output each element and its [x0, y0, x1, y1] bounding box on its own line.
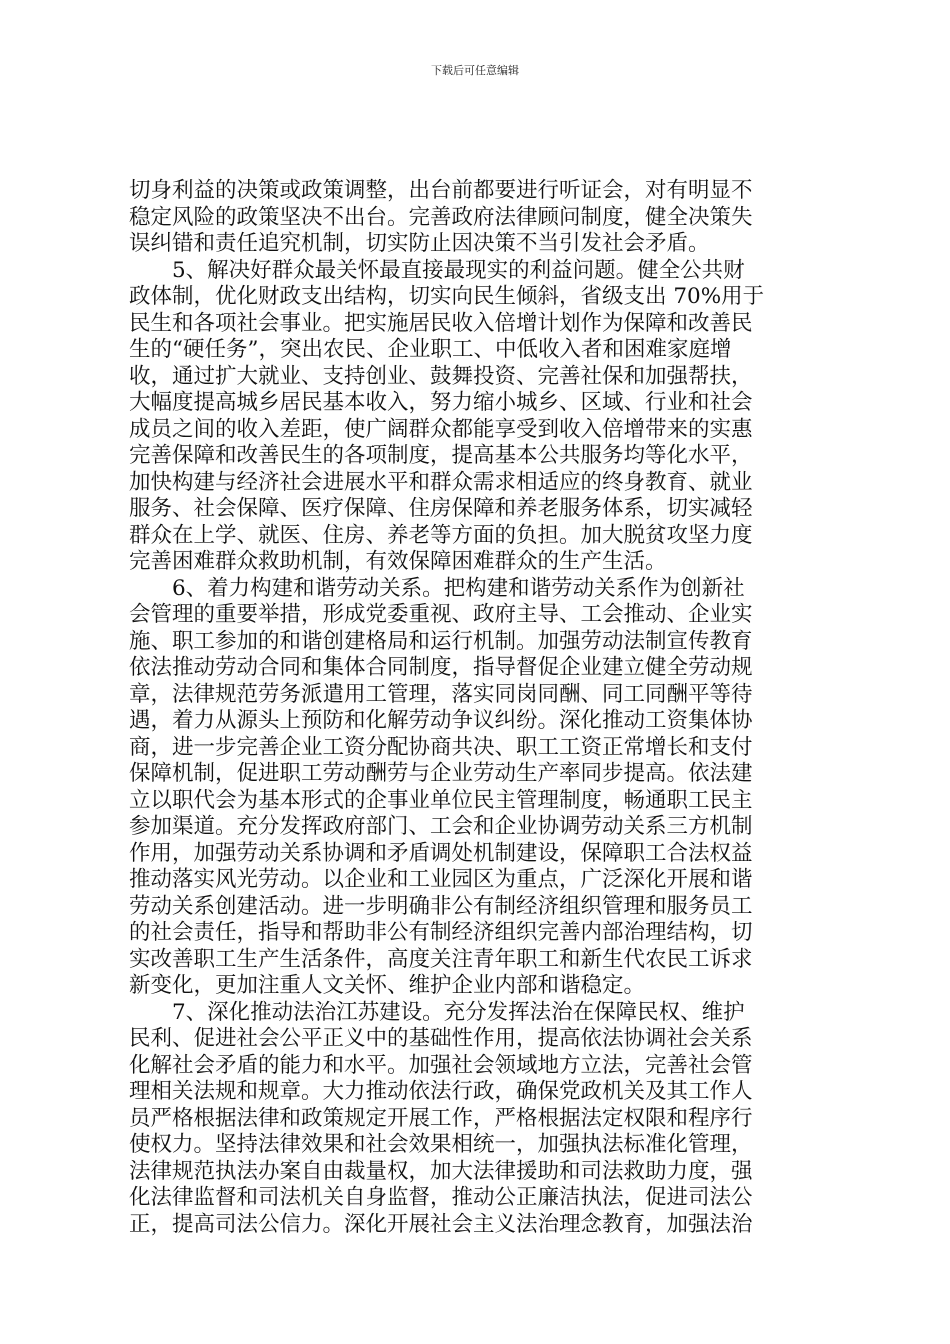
text-line: 完善困难群众救助机制，有效保障困难群众的生产生活。	[129, 549, 667, 574]
text-line: 实改善职工生产生活条件，高度关注青年职工和新生代农民工诉求	[129, 946, 753, 972]
text-line: 依法推动劳动合同和集体合同制度，指导督促企业建立健全劳动规	[129, 655, 753, 680]
text-line: 收，通过扩大就业、支持创业、鼓舞投资、完善社保和加强帮扶，	[129, 363, 753, 389]
text-line: 服务、社会保障、医疗保障、住房保障和养老服务体系，切实减轻	[129, 496, 753, 521]
text-line: 化解社会矛盾的能力和水平。加强社会领域地方立法，完善社会管	[129, 1052, 753, 1078]
text-line: 加快构建与经济社会进展水平和群众需求相适应的终身教育、就业	[129, 469, 753, 495]
text-line: 群众在上学、就医、住房、养老等方面的负担。加大脱贫攻坚力度	[129, 522, 753, 548]
text-line: 6、着力构建和谐劳动关系。把构建和谐劳动关系作为创新社	[129, 575, 745, 601]
text-line: 大幅度提高城乡居民基本收入，努力缩小城乡、区域、行业和社会	[129, 390, 753, 415]
text-line: 推动落实风光劳动。以企业和工业园区为重点，广泛深化开展和谐	[129, 867, 753, 892]
text-line: 的社会责任，指导和帮助非公有制经济组织完善内部治理结构，切	[129, 920, 753, 945]
text-line: 误纠错和责任追究机制，切实防止因决策不当引发社会矛盾。	[129, 231, 710, 256]
text-line: 稳定风险的政策坚决不出台。完善政府法律顾问制度，健全决策失	[129, 204, 753, 230]
text-line: 切身利益的决策或政策调整，出台前都要进行听证会，对有明显不	[129, 178, 753, 203]
page-header-note: 下载后可任意编辑	[431, 64, 519, 77]
text-line: 新变化，更加注重人文关怀、维护企业内部和谐稳定。	[129, 973, 646, 998]
text-line: 理相关法规和规章。大力推动依法行政，确保党政机关及其工作人	[129, 1079, 753, 1104]
text-line: 成员之间的收入差距，使广阔群众都能享受到收入倍增带来的实惠	[129, 416, 753, 442]
text-line: 法律规范执法办案自由裁量权，加大法律援助和司法救助力度，强	[129, 1158, 753, 1184]
text-line: 作用，加强劳动关系协调和矛盾调处机制建设，保障职工合法权益	[129, 840, 753, 866]
text-line: 民利、促进社会公平正义中的基础性作用，提高依法协调社会关系	[129, 1026, 753, 1051]
text-line: 生的“硬任务”，突出农民、企业职工、中低收入者和困难家庭增	[129, 337, 732, 362]
text-line: 7、深化推动法治江苏建设。充分发挥法治在保障民权、维护	[129, 999, 745, 1025]
text-line: 遇，着力从源头上预防和化解劳动争议纠纷。深化推动工资集体协	[129, 708, 753, 733]
text-line: 章，法律规范劳务派遣用工管理，落实同岗同酬、同工同酬平等待	[129, 681, 753, 707]
text-line: 保障机制，促进职工劳动酬劳与企业劳动生产率同步提高。依法建	[129, 761, 753, 786]
text-line: 商，进一步完善企业工资分配协商共决、职工工资正常增长和支付	[129, 734, 753, 760]
document-body	[129, 178, 829, 1238]
text-line: 完善保障和改善民生的各项制度，提高基本公共服务均等化水平，	[129, 443, 753, 468]
text-line: 立以职代会为基本形式的企事业单位民主管理制度，畅通职工民主	[129, 787, 753, 813]
text-line: 施、职工参加的和谐创建格局和运行机制。加强劳动法制宣传教育	[129, 628, 753, 654]
text-line: 员严格根据法律和政策规定开展工作，严格根据法定权限和程序行	[129, 1105, 753, 1131]
text-line: 正，提高司法公信力。深化开展社会主义法治理念教育，加强法治	[129, 1211, 753, 1237]
text-line: 劳动关系创建活动。进一步明确非公有制经济组织管理和服务员工	[129, 893, 753, 919]
text-line: 政体制，优化财政支出结构，切实向民生倾斜，省级支出 70%用于	[129, 284, 765, 309]
text-line: 会管理的重要举措，形成党委重视、政府主导、工会推动、企业实	[129, 602, 753, 627]
text-line: 参加渠道。充分发挥政府部门、工会和企业协调劳动关系三方机制	[129, 814, 753, 839]
text-line: 民生和各项社会事业。把实施居民收入倍增计划作为保障和改善民	[129, 310, 753, 336]
text-line: 化法律监督和司法机关自身监督，推动公正廉洁执法，促进司法公	[129, 1185, 753, 1210]
text-line: 5、解决好群众最关怀最直接最现实的利益问题。健全公共财	[129, 257, 745, 283]
text-line: 使权力。坚持法律效果和社会效果相统一，加强执法标准化管理，	[129, 1132, 753, 1157]
